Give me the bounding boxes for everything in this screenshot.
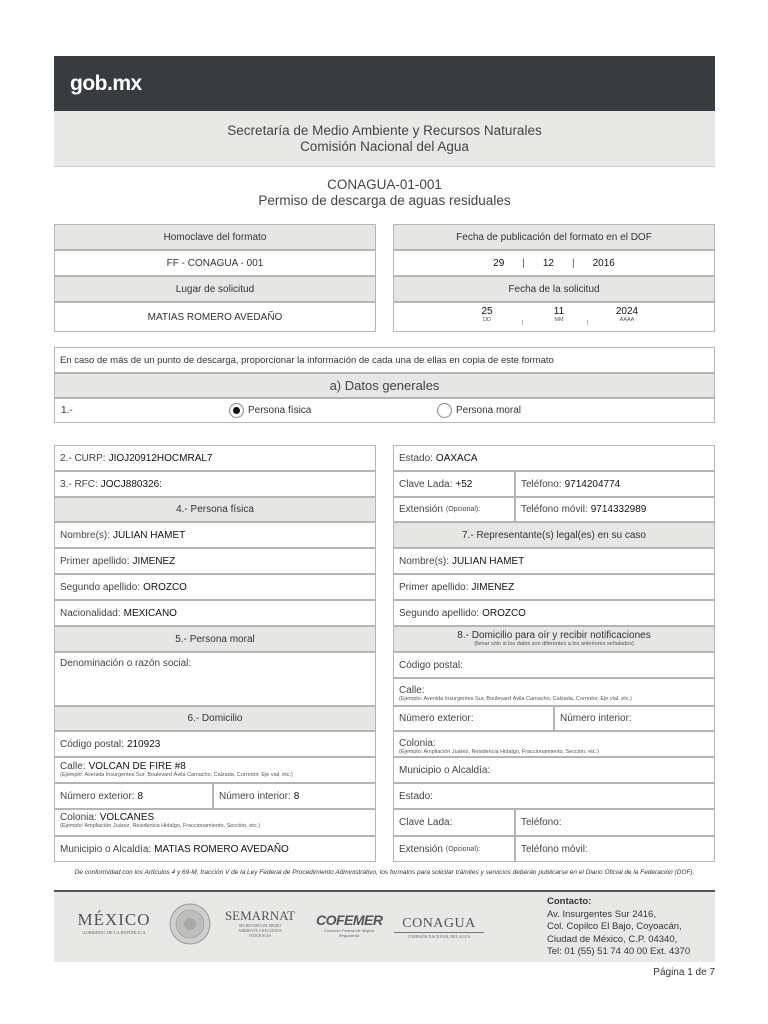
semarnat-logo-sub: SECRETARÍA DE MEDIO AMBIENTE Y RECURSOS NATURALES [238,924,282,938]
contact-address-1: Av. Insurgentes Sur 2416, [547,908,656,920]
numero-exterior-field[interactable] [54,783,213,809]
separator: | [572,257,575,269]
not-numero-interior-field[interactable] [554,706,715,731]
national-seal-icon [168,902,212,946]
telefono-field[interactable] [515,471,715,497]
codigo-postal-value: 210923 [126,738,161,750]
contact-address-2: Col. Copilco El Bajo, Coyoacán, [547,921,682,932]
municipio-field[interactable] [54,836,376,862]
primer-apellido-field[interactable] [54,548,376,574]
sol-day-group [472,306,502,323]
rep-nombre-field[interactable] [393,548,715,574]
telefono-movil-value: 9714332989 [590,504,647,515]
fecha-sol-label: Fecha de la solicitud [393,276,715,302]
secretaria-name: Secretaría de Medio Ambiente y Recursos Naturales [227,123,542,138]
lugar-label: Lugar de solicitud [54,276,376,302]
razon-social-field[interactable] [54,652,376,706]
not-telefono-label: Teléfono: [521,817,562,828]
nacionalidad-value: MEXICANO [123,607,177,619]
nacionalidad-label: Nacionalidad: [60,607,121,619]
sol-month-group [544,306,574,323]
not-numero-exterior-label: Número exterior: [399,713,474,724]
legal-notice: De conformidad con los Artículos 4 y 69-M, fracción V de la Ley Federal de Procedimiento Administrativo, los formatos para solicitar trámites y servicios deberán publicarse en el Diario Oficial de la Federación (DOF). [74,869,695,876]
cofemer-logo-text: COFEMER [316,912,383,928]
curp-field[interactable] [54,445,376,471]
rfc-label: 3.- RFC: [60,478,98,490]
rep-primer-apellido-value: JIMENEZ [471,581,515,593]
segundo-apellido-value: OROZCO [143,581,187,593]
semarnat-logo [220,908,300,939]
clave-lada-value: +52 [455,478,473,490]
homoclave-value: FF - CONAGUA - 001 [54,250,376,276]
fecha-sol-value[interactable] [393,302,715,332]
not-numero-exterior-field[interactable] [393,706,554,731]
homoclave-label: Homoclave del formato [54,224,376,250]
mexico-logo-text: MÉXICO [77,910,151,929]
colonia-value: VOLCANES [99,812,155,823]
page-number: Página 1 de 7 [653,967,715,978]
not-telefono-movil-field[interactable] [515,836,715,862]
extension-field[interactable] [393,497,515,522]
clave-lada-label: Clave Lada: [399,478,453,490]
rep-nombre-label: Nombre(s): [399,555,450,567]
telefono-movil-field[interactable] [515,497,715,522]
contact-info [547,896,690,959]
colonia-hint: (Ejemplo: Ampliación Juárez, Residencia Hidalgo, Fraccionamiento, Sección, etc.) [60,823,260,829]
fecha-dof-label: Fecha de publicación del formato en el DOF [393,224,715,250]
rep-primer-apellido-label: Primer apellido: [399,581,469,593]
persona-num: 1.- [61,405,73,416]
persona-fisica-label: Persona física [248,405,312,416]
contact-title: Contacto: [547,896,592,907]
radio-unselected-icon[interactable] [437,403,452,418]
rep-segundo-apellido-label: Segundo apellido: [399,607,480,619]
radio-selected-icon[interactable] [229,403,244,418]
not-calle-label: Calle: [399,685,425,696]
not-estado-label: Estado: [399,790,433,802]
opcional-label: (Opcional): [445,506,481,513]
dof-day: 29 [493,257,505,269]
domicilio-section: 6.- Domicilio [54,706,376,731]
curp-label: 2.- CURP: [60,452,106,464]
numero-interior-value: 8 [293,790,300,802]
calle-label: Calle: [60,761,86,772]
not-extension-label: Extensión [399,843,443,855]
estado-field[interactable] [393,445,715,471]
separator: | [587,320,589,326]
not-opcional-label: (Opcional): [445,845,481,853]
dd-label: DD [483,317,491,323]
persona-moral-option[interactable] [437,403,521,418]
segundo-apellido-field[interactable] [54,574,376,600]
sol-month: 11 [553,306,565,317]
form-name: Permiso de descarga de aguas residuales [258,193,511,208]
not-colonia-label: Colonia: [399,738,436,749]
not-calle-hint: (Ejemplo: Avenida Insurgentes Sur, Boulevard Ávila Camacho, Calzada, Corredor, Eje vial, etc.) [399,696,632,702]
estado-value: OAXACA [435,452,478,464]
codigo-postal-label: Código postal: [60,738,124,750]
not-telefono-movil-label: Teléfono móvil: [521,843,588,855]
rfc-value: JOCJ880326: [100,478,162,490]
razon-social-label: Denominación o razón social: [60,658,192,669]
segundo-apellido-label: Segundo apellido: [60,581,141,593]
cofemer-logo [316,912,382,938]
not-colonia-field[interactable] [393,731,715,757]
not-codigo-postal-label: Código postal: [399,659,463,671]
sol-day: 25 [481,306,493,317]
municipio-value: MATIAS ROMERO AVEDAÑO [154,843,289,855]
not-clave-lada-field[interactable] [393,809,515,836]
not-codigo-postal-field[interactable] [393,652,715,678]
dof-year: 2016 [592,257,615,269]
not-extension-field[interactable] [393,836,515,862]
nacionalidad-field[interactable] [54,600,376,626]
numero-interior-field[interactable] [213,783,376,809]
conagua-logo [394,916,484,939]
rep-segundo-apellido-field[interactable] [393,600,715,626]
persona-moral-label: Persona moral [456,405,522,416]
contact-address-3: Ciudad de México, C.P. 04340, [547,933,678,945]
not-telefono-field[interactable] [515,809,715,836]
rep-segundo-apellido-value: OROZCO [482,607,526,619]
codigo-postal-field[interactable] [54,731,376,757]
contact-phone: Tel: 01 (55) 51 74 40 00 Ext. 4370 [547,946,691,957]
not-municipio-label: Municipio o Alcaldía: [399,764,491,776]
not-colonia-hint: (Ejemplo: Ampliación Juárez, Residencia Hidalgo, Fraccionamiento, Sección, etc.) [399,749,599,755]
numero-interior-label: Número interior: [219,790,291,802]
colonia-field[interactable] [54,809,376,836]
curp-value: JIOJ20912HOCMRAL7 [108,452,213,464]
semarnat-logo-text: SEMARNAT [224,908,296,923]
secretaria-banner [54,111,715,167]
sol-year-group [612,306,642,323]
section-a-title: a) Datos generales [54,373,715,398]
fecha-dof-value [393,250,715,276]
aaaa-label: AAAA [619,317,635,323]
notificaciones-title: 8.- Domicilio para oír y recibir notificaciones [457,630,651,641]
conagua-logo-text: CONAGUA [394,916,484,933]
notificaciones-hint: (llenar sólo si los datos son diferentes a los anteriores señalados) [474,641,634,647]
calle-value: VOLCAN DE FIRE #8 [88,761,186,772]
not-calle-field[interactable] [393,678,715,706]
extension-label: Extensión [399,504,443,515]
persona-fisica-section: 4.- Persona física [54,497,376,522]
form-title [54,177,715,209]
calle-field[interactable] [54,757,376,783]
not-estado-field[interactable] [393,783,715,809]
primer-apellido-label: Primer apellido: [60,555,130,567]
lugar-value[interactable]: MATIAS ROMERO AVEDAÑO [54,302,376,332]
form-code: CONAGUA-01-001 [327,177,442,192]
nombre-field[interactable] [54,522,376,548]
colonia-label: Colonia: [60,812,97,823]
persona-row [54,398,715,423]
gob-mx-logo[interactable]: gob.mx [70,72,142,95]
conagua-logo-sub: COMISIÓN NACIONAL DEL AGUA [407,934,471,939]
footer-band [54,890,715,962]
separator: | [522,320,524,326]
estado-label: Estado: [399,452,433,464]
numero-exterior-label: Número exterior: [60,790,135,802]
representante-section: 7.- Representante(s) legal(es) en su caso [393,522,715,548]
rep-primer-apellido-field[interactable] [393,574,715,600]
mexico-logo-sub: GOBIERNO DE LA REPÚBLICA [82,930,146,935]
sol-year: 2024 [615,306,639,317]
primer-apellido-value: JIMENEZ [132,555,176,567]
not-municipio-field[interactable] [393,757,715,783]
rep-nombre-value: JULIAN HAMET [452,555,525,567]
rfc-field[interactable] [54,471,376,497]
mexico-logo [74,910,154,935]
separator: | [522,257,525,269]
notice-text: En caso de más de un punto de descarga, proporcionar la información de cada una de ellas en copia de este formato [54,347,715,373]
telefono-movil-label: Teléfono móvil: [521,504,588,515]
numero-exterior-value: 8 [137,790,144,802]
persona-fisica-option[interactable] [229,403,311,418]
calle-hint: (Ejemplo: Avenida Insurgentes Sur, Boulevard Ávila Camacho, Calzada, Corredor, Eje vial, etc.) [60,772,293,778]
persona-moral-section: 5.- Persona moral [54,626,376,652]
telefono-label: Teléfono: [521,478,562,490]
comision-name: Comisión Nacional del Agua [300,139,469,154]
mm-label: MM [554,317,564,323]
notificaciones-section [393,626,715,652]
not-numero-interior-label: Número interior: [560,713,632,724]
telefono-value: 9714204774 [564,478,621,490]
header-bar [54,56,715,111]
dof-month: 12 [542,257,554,269]
nombre-value: JULIAN HAMET [113,529,186,541]
not-clave-lada-label: Clave Lada: [399,817,453,828]
cofemer-logo-sub: Comisión Federal de Mejora Regulatoria [323,928,375,938]
municipio-label: Municipio o Alcaldía: [60,843,152,855]
clave-lada-field[interactable] [393,471,515,497]
nombre-label: Nombre(s): [60,529,111,541]
